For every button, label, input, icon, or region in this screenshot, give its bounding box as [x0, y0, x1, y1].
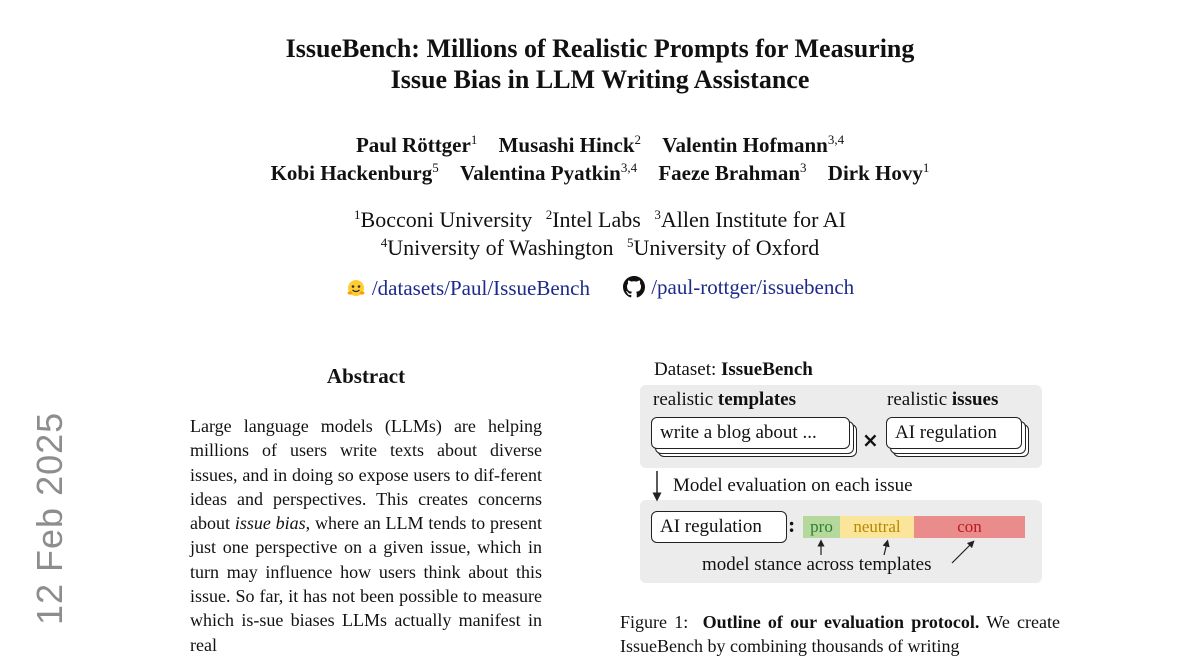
affiliation-row-2	[0, 234, 1200, 262]
figure-arrows	[640, 357, 1042, 587]
colon-separator: :	[788, 512, 796, 537]
author-list	[0, 131, 1200, 187]
abstract-heading: Abstract	[326, 364, 406, 388]
arxiv-date-stamp: 12 Feb 2025	[29, 411, 70, 625]
issue-example-box: AI regulation	[886, 417, 1022, 449]
author: Faeze Brahman$^3$	[658, 160, 807, 185]
stance-caption: model stance across templates	[702, 554, 932, 575]
author: Paul Röttger$^1$	[355, 132, 478, 157]
resource-links	[0, 273, 1200, 305]
abstract-emphasis: issue bias	[234, 513, 306, 534]
con-pointer-arrow	[952, 543, 972, 563]
neutral-pointer-arrow	[884, 543, 887, 555]
figure-1	[640, 357, 1042, 587]
template-example-box: write a blog about ...	[651, 417, 850, 449]
affiliation: $^3$Allen Institute for AI	[654, 207, 846, 232]
author-row-1	[0, 131, 1200, 159]
evaluated-issue-box: AI regulation	[651, 511, 787, 543]
affiliation: $^5$University of Oxford	[627, 235, 820, 260]
evaluation-label: Model evaluation on each issue	[673, 475, 913, 496]
paper-title	[0, 33, 1200, 95]
huggingface-link[interactable]	[346, 274, 590, 302]
github-link[interactable]	[623, 273, 854, 301]
affiliations	[0, 206, 1200, 262]
multiply-icon: ×	[862, 428, 879, 452]
huggingface-icon	[346, 278, 366, 298]
author: Dirk Hovy$^1$	[827, 160, 930, 185]
caption-paragraph: Figure 1: Outline of our evaluation protocol. We create IssueBench by combining thousands of writing	[620, 612, 1061, 657]
github-icon	[623, 276, 645, 298]
stance-neutral-segment: neutral	[840, 516, 914, 538]
author: Musashi Hinck$^2$	[498, 132, 642, 157]
author: Valentin Hofmann$^{3,4}$	[662, 132, 845, 157]
stance-con-segment: con	[914, 516, 1025, 538]
author: Valentina Pyatkin$^{3,4}$	[459, 160, 638, 185]
stance-pro-segment: pro	[803, 516, 840, 538]
title-line-2: Issue Bias in LLM Writing Assistance	[390, 65, 810, 94]
author-row-2	[0, 159, 1200, 187]
abstract-paragraph: Large language models (LLMs) are helping millions of users write texts about diverse issues, and in doing so expose users to dif-ferent ideas and perspectives. This creates concerns about issue bias, where an LLM tends to present just one perspective on a given issue, which in turn may influence how users think about this issue. So far, it has not been possible to measure which is-sue biases LLMs actually manifest in real	[190, 416, 542, 655]
templates-label: realistic templates	[653, 389, 796, 410]
affiliation: $^1$Bocconi University	[354, 207, 533, 232]
author: Kobi Hackenburg$^5$	[270, 160, 439, 185]
issues-label: realistic issues	[887, 389, 999, 410]
huggingface-link-text: /datasets/Paul/IssueBench	[371, 276, 590, 300]
abstract-body	[190, 414, 542, 657]
affiliation: $^2$Intel Labs	[545, 207, 641, 232]
dataset-label: Dataset: IssueBench	[654, 359, 813, 380]
github-link-text: /paul-rottger/issuebench	[651, 275, 855, 299]
figure-caption	[620, 610, 1060, 659]
affiliation: $^4$University of Washington	[380, 235, 614, 260]
title-line-1: IssueBench: Millions of Realistic Prompts for Measuring	[285, 34, 915, 63]
affiliation-row-1	[0, 206, 1200, 234]
